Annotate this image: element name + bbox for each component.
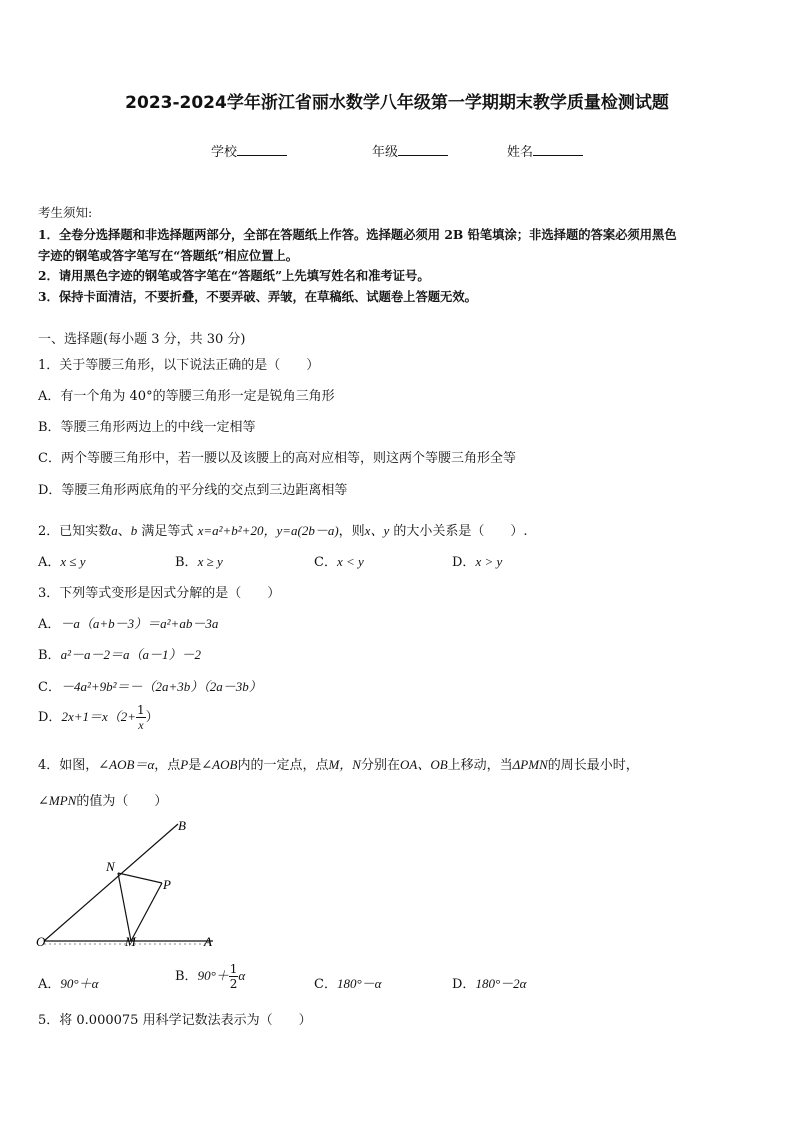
notice-item-1-line-2: 字迹的钢笔或答字笔写在“答题纸”相应位置上。 <box>38 248 299 263</box>
q4-option-a: A．90°＋α <box>38 976 99 992</box>
q3-fraction: $\frac{1}{x}$ <box>137 703 145 732</box>
q1-option-b: B．等腰三角形两边上的中线一定相等 <box>38 420 256 435</box>
notice-item-1-line-1: 1．全卷分选择题和非选择题两部分，全部在答题纸上作答。选择题必须用 2B 铅笔填涂；非选择题的答案必须用黑色 <box>38 227 677 242</box>
q3-option-a: A．－a（a+b－3）＝a²+ab－3a <box>38 616 219 632</box>
q1-option-c: C．两个等腰三角形中，若一腰以及该腰上的高对应相等，则这两个等腰三角形全等 <box>38 451 516 466</box>
label-a: A <box>204 934 212 949</box>
name-label: 姓名 <box>507 145 534 160</box>
q2-option-a: A．x ≤ y <box>38 554 86 570</box>
q2-option-d: D．x > y <box>452 554 503 570</box>
q5-stem: 5．将 0.000075 用科学记数法表示为（ ） <box>38 1013 312 1028</box>
label-m: M <box>125 934 136 949</box>
q4-fraction: $\frac{1}{2}$ <box>229 962 238 991</box>
q4-stem-line-2: ∠MPN的值为（ ） <box>38 793 168 809</box>
grade-field <box>372 141 448 160</box>
label-b: B <box>178 818 186 833</box>
q2-equation: x=a²+b²+20，y=a(2b－a) <box>197 523 339 538</box>
page-title: 2023-2024学年浙江省丽水数学八年级第一学期期末教学质量检测试题 <box>125 93 669 113</box>
notice-item-2: 2．请用黑色字迹的钢笔或答字笔在“答题纸”上先填写姓名和准考证号。 <box>38 268 430 283</box>
label-n: N <box>106 859 115 874</box>
label-p: P <box>163 877 171 892</box>
school-blank <box>237 143 287 156</box>
name-blank <box>533 143 583 156</box>
section-heading: 一、选择题(每小题 3 分，共 30 分) <box>38 332 246 347</box>
segment-mp <box>131 883 162 941</box>
q4-option-b: B．90°＋ $\frac{1}{2}$ α <box>175 962 246 991</box>
q3-option-d: D．2x+1＝x（2+ $\frac{1}{x}$ ） <box>38 703 159 732</box>
segment-nm <box>118 873 131 941</box>
name-field <box>507 141 583 160</box>
label-o: O <box>36 934 46 949</box>
notice-heading: 考生须知: <box>38 205 93 220</box>
q3-option-b: B．a²－a－2＝a（a－1）－2 <box>38 647 201 663</box>
q1-option-d: D．等腰三角形两底角的平分线的交点到三边距离相等 <box>38 483 348 498</box>
notice-item-3: 3．保持卡面清洁，不要折叠，不要弄破、弄皱，在草稿纸、试题卷上答题无效。 <box>38 289 477 304</box>
q1-option-a: A．有一个角为 40°的等腰三角形一定是锐角三角形 <box>38 389 335 404</box>
q2-option-b: B．x ≥ y <box>175 554 223 570</box>
q4-option-d: D．180°－2α <box>452 976 527 992</box>
segment-np <box>118 873 162 883</box>
q1-stem: 1．关于等腰三角形，以下说法正确的是（ ） <box>38 358 320 373</box>
q2-option-c: C．x < y <box>314 554 364 570</box>
school-field <box>211 141 287 160</box>
grade-label: 年级 <box>372 145 399 160</box>
q3-stem: 3．下列等式变形是因式分解的是（ ） <box>38 586 281 601</box>
grade-blank <box>398 143 448 156</box>
q4-option-c: C．180°－α <box>314 976 382 992</box>
school-label: 学校 <box>211 145 238 160</box>
q4-stem: 4．如图，∠AOB＝α，点P是∠AOB内的一定点，点M，N分别在OA、OB上移动，当ΔPMN的周长最小时， <box>38 757 639 773</box>
angle-figure <box>30 815 230 955</box>
q3-option-c: C．－4a²+9b²＝－（2a+3b）（2a－3b） <box>38 679 262 695</box>
q2-stem: 2．已知实数a、b 满足等式 x=a²+b²+20，y=a(2b－a)，则x、y 的大小关系是（ ）. <box>38 523 528 539</box>
